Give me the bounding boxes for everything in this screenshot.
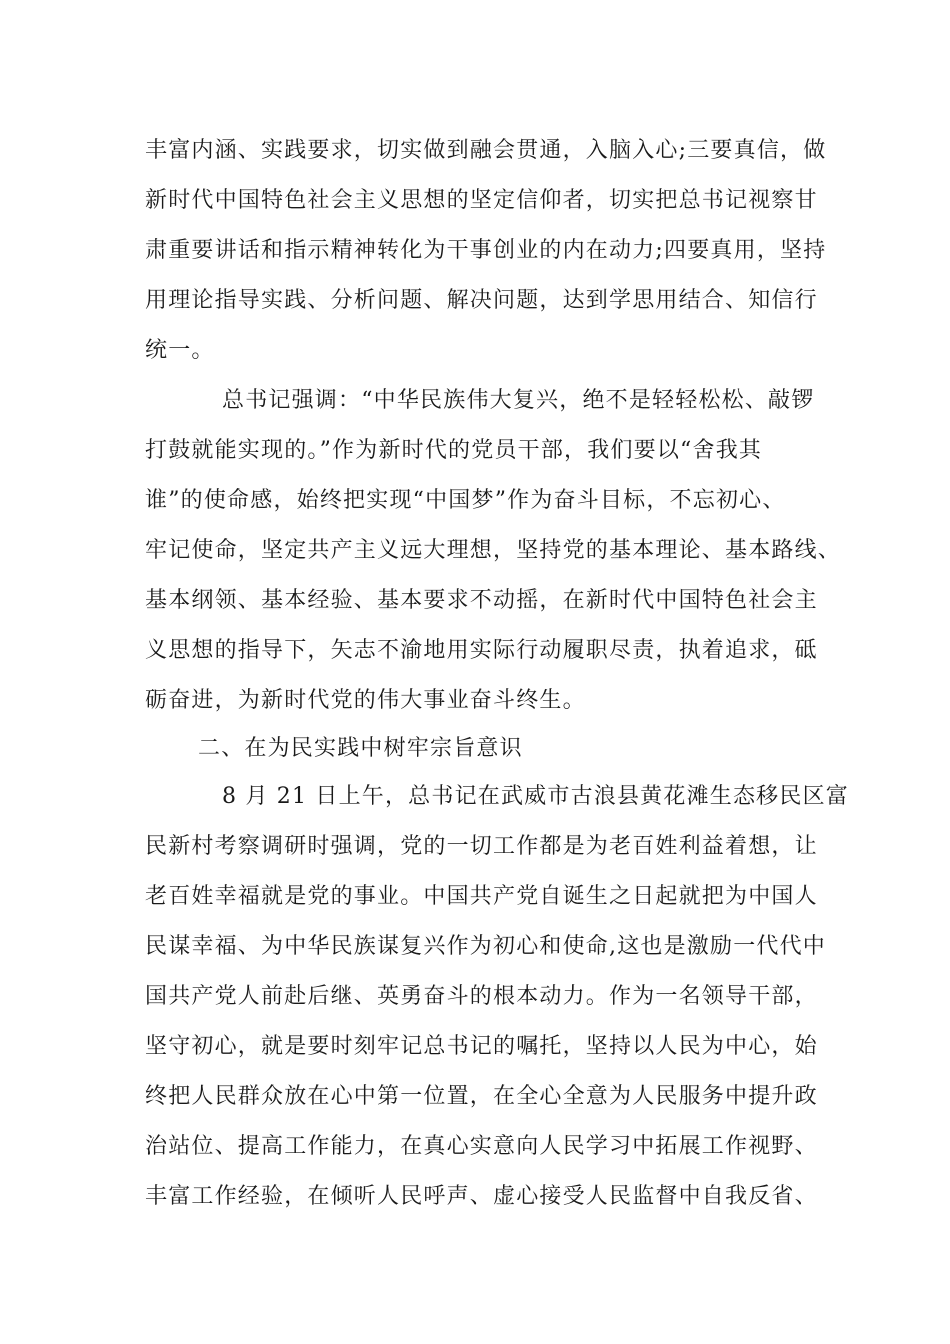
paragraph-line: 义思想的指导下，矢志不渝地用实际行动履职尽责，执着追求，砥	[145, 638, 818, 663]
paragraph-line: 坚守初心，就是要时刻牢记总书记的嘱托，坚持以人民为中心，始	[145, 1034, 818, 1059]
paragraph-line: 8 月 21 日上午，总书记在武威市古浪县黄花滩生态移民区富	[222, 784, 849, 809]
paragraph-line: 谁”的使命感，始终把实现“中国梦”作为奋斗目标，不忘初心、	[145, 488, 786, 513]
paragraph-line: 打鼓就能实现的。”作为新时代的党员干部，我们要以“舍我其	[145, 438, 763, 463]
paragraph-line: 肃重要讲话和指示精神转化为干事创业的内在动力;四要真用，坚持	[145, 238, 827, 263]
paragraph-line: 统一。	[145, 338, 215, 363]
paragraph-line: 用理论指导实践、分析问题、解决问题，达到学思用结合、知信行	[145, 288, 818, 313]
section-heading: 二、在为民实践中树牢宗旨意识	[198, 736, 523, 761]
paragraph-line: 国共产党人前赴后继、英勇奋斗的根本动力。作为一名领导干部，	[145, 984, 818, 1009]
paragraph-line: 总书记强调：“中华民族伟大复兴，绝不是轻轻松松、敲锣	[222, 388, 815, 413]
paragraph-line: 民谋幸福、为中华民族谋复兴作为初心和使命,这也是激励一代代中	[145, 934, 826, 959]
paragraph-line: 基本纲领、基本经验、基本要求不动摇，在新时代中国特色社会主	[145, 588, 818, 613]
paragraph-line: 终把人民群众放在心中第一位置，在全心全意为人民服务中提升政	[145, 1084, 818, 1109]
paragraph-line: 丰富内涵、实践要求，切实做到融会贯通，入脑入心;三要真信，做	[145, 138, 827, 163]
paragraph-line: 老百姓幸福就是党的事业。中国共产党自诞生之日起就把为中国人	[145, 884, 818, 909]
paragraph-line: 丰富工作经验，在倾听人民呼声、虚心接受人民监督中自我反省、	[145, 1184, 818, 1209]
paragraph-line: 新时代中国特色社会主义思想的坚定信仰者，切实把总书记视察甘	[145, 188, 818, 213]
paragraph-line: 砺奋进，为新时代党的伟大事业奋斗终生。	[145, 688, 586, 713]
paragraph-line: 治站位、提高工作能力，在真心实意向人民学习中拓展工作视野、	[145, 1134, 818, 1159]
paragraph-line: 民新村考察调研时强调，党的一切工作都是为老百姓利益着想，让	[145, 834, 818, 859]
paragraph-line: 牢记使命，坚定共产主义远大理想，坚持党的基本理论、基本路线、	[145, 538, 842, 563]
